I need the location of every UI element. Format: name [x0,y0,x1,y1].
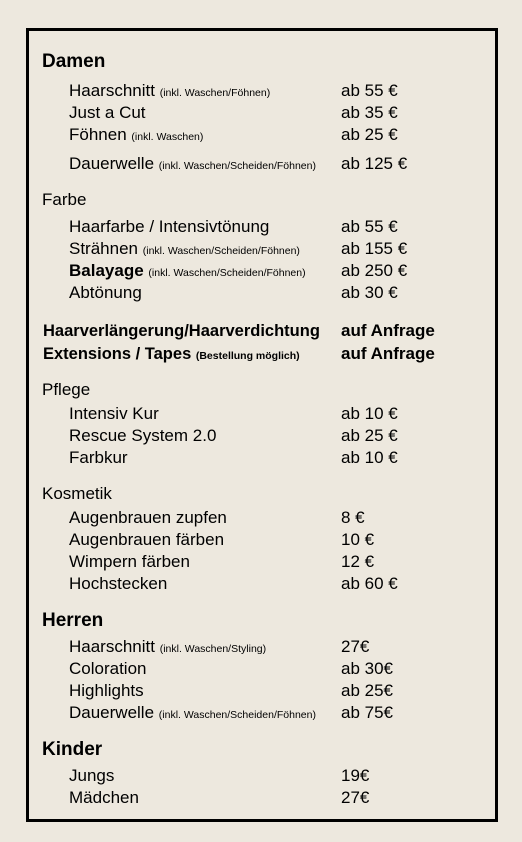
item-price: 8 € [341,508,365,527]
item-note: (inkl. Waschen/Scheiden/Föhnen) [158,160,316,172]
item-price: ab 155 € [341,239,408,258]
item-name: Coloration [69,659,147,678]
item-name: Hochstecken [69,574,168,593]
list-item [0,765,522,787]
list-item [0,573,522,595]
item-name: Augenbrauen zupfen [69,508,227,527]
item-name: Just a Cut [69,103,146,122]
list-item [0,702,522,724]
section-title-herren: Herren [42,610,104,631]
list-item [0,680,522,702]
item-price: ab 25 € [341,426,398,445]
list-item [0,320,522,342]
item-name: Dauerwelle [69,154,155,173]
item-price: 19€ [341,766,370,785]
list-item [0,124,522,146]
item-name: Dauerwelle [69,703,155,722]
item-price: 27€ [341,637,370,656]
item-note: (inkl. Waschen/Scheiden/Föhnen) [142,245,300,257]
item-note: (inkl. Waschen/Styling) [159,643,267,655]
item-name: Balayage [69,261,144,280]
list-item [0,153,522,175]
item-name: Föhnen [69,125,127,144]
item-name: Farbkur [69,448,128,467]
item-price: ab 30€ [341,659,393,678]
list-item [0,102,522,124]
list-item [0,80,522,102]
item-name: Strähnen [69,239,138,258]
item-price: auf Anfrage [341,344,435,363]
item-price: ab 35 € [341,103,398,122]
list-item [0,507,522,529]
item-name: Extensions / Tapes [43,345,192,363]
item-name: Abtönung [69,283,142,302]
item-name: Augenbrauen färben [69,530,225,549]
section-title-farbe: Farbe [42,190,87,209]
section-title-damen: Damen [42,51,106,72]
item-price: ab 25€ [341,681,393,700]
item-price: 12 € [341,552,375,571]
item-note: (inkl. Waschen) [131,131,204,143]
item-price: ab 55 € [341,217,398,236]
item-price: ab 30 € [341,283,398,302]
list-item [0,658,522,680]
item-name: Highlights [69,681,144,700]
item-note: (Bestellung möglich) [195,350,300,362]
section-title-kinder: Kinder [42,739,103,760]
list-item [0,551,522,573]
item-price: ab 125 € [341,154,408,173]
list-item [0,238,522,260]
item-name: Mädchen [69,788,139,807]
list-item [0,216,522,238]
item-price: ab 55 € [341,81,398,100]
item-price: ab 10 € [341,448,398,467]
item-name: Haarfarbe / Intensivtönung [69,217,270,236]
item-price: auf Anfrage [341,321,435,340]
item-name: Haarschnitt [69,637,155,656]
item-name: Intensiv Kur [69,404,159,423]
item-note: (inkl. Waschen/Scheiden/Föhnen) [158,709,316,721]
list-item [0,282,522,304]
list-item [0,343,522,365]
item-name: Rescue System 2.0 [69,426,217,445]
item-note: (inkl. Waschen/Scheiden/Föhnen) [148,267,306,279]
list-item [0,260,522,282]
list-item [0,425,522,447]
item-price: ab 60 € [341,574,398,593]
item-price: ab 10 € [341,404,398,423]
item-price: ab 75€ [341,703,393,722]
item-price: ab 250 € [341,261,408,280]
list-item [0,787,522,809]
list-item [0,403,522,425]
item-price: 10 € [341,530,375,549]
item-name: Jungs [69,766,115,785]
item-note: (inkl. Waschen/Föhnen) [159,87,271,99]
item-name: Wimpern färben [69,552,190,571]
item-price: ab 25 € [341,125,398,144]
list-item [0,447,522,469]
item-price: 27€ [341,788,370,807]
item-name: Haarverlängerung/Haarverdichtung [43,322,320,340]
section-title-pflege: Pflege [42,380,91,399]
list-item [0,636,522,658]
item-name: Haarschnitt [69,81,155,100]
section-title-kosmetik: Kosmetik [42,484,112,503]
list-item [0,529,522,551]
